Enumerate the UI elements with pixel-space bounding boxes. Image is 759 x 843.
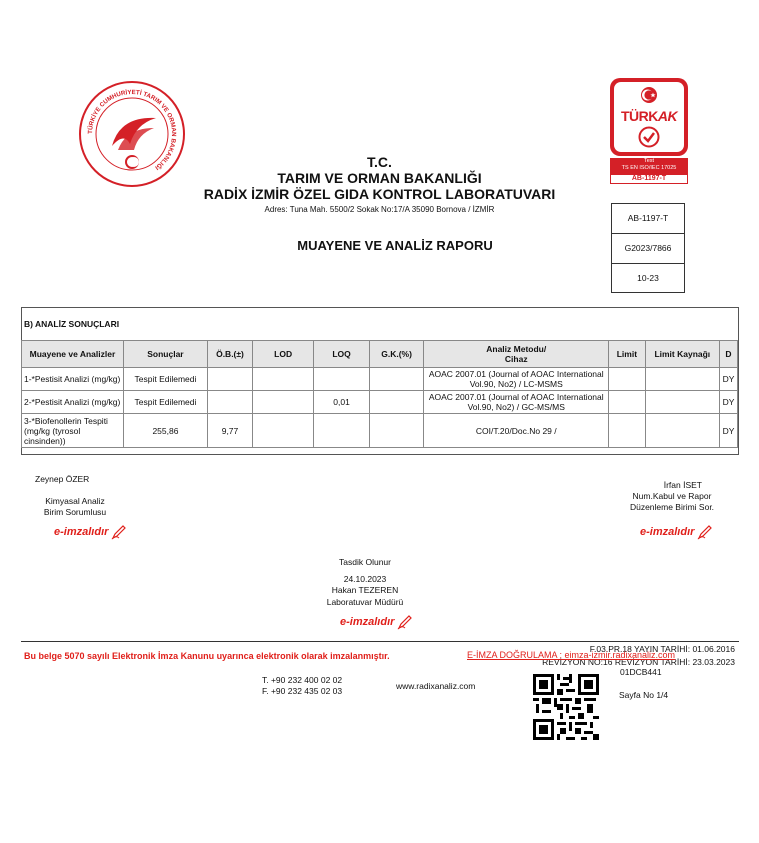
legal-notice: Bu belge 5070 sayılı Elektronik İmza Kanunu uyarınca elektronik olarak imzalanmıştır.: [24, 651, 390, 661]
footer-divider: [21, 641, 739, 642]
ref-report-number: G2023/7866: [612, 234, 684, 264]
header-line3: RADİX İZMİR ÖZEL GIDA KONTROL LABORATUVARI: [203, 186, 556, 202]
col-header-method-line1: Analiz Metodu/: [486, 344, 547, 354]
form-info-line1: F.03.PR.18 YAYIN TARİHİ: 01.06.2016: [589, 644, 735, 654]
contact-info: [262, 675, 342, 697]
cell-ob: 9,77: [208, 414, 253, 448]
esig-right-label: e-imzalıdır: [640, 525, 695, 538]
cell-result: Tespit Edilemedi: [123, 368, 207, 391]
header-line2: TARIM VE ORMAN BAKANLIĞI: [277, 170, 482, 186]
signatory-left-title1: Kimyasal Analiz: [45, 496, 105, 506]
cell-loq: [314, 414, 370, 448]
col-header-lod: LOD: [252, 341, 313, 368]
seal-text: TÜRKİYE CUMHURİYETİ TARIM VE ORMAN BAKANLIĞI: [86, 88, 178, 172]
esig-right: [640, 524, 713, 540]
cell-lod: [252, 391, 313, 414]
cell-limit-source: [645, 414, 719, 448]
signatory-right: [612, 480, 732, 513]
esig-verify-link[interactable]: E-İMZA DOĞRULAMA : eimza-izmir.radixanaliz.com: [467, 650, 676, 660]
cell-method: AOAC 2007.01 (Journal of AOAC International Vol.90, No2) / LC-MSMS: [424, 368, 609, 391]
qr-code: [533, 674, 599, 740]
signatory-left: [20, 474, 130, 518]
crescent-star-icon: [637, 86, 661, 104]
results-table: [21, 340, 738, 448]
cell-lod: [252, 368, 313, 391]
pen-icon: [397, 614, 413, 630]
table-row: [22, 414, 738, 448]
cell-method: COI/T.20/Doc.No 29 /: [424, 414, 609, 448]
cell-ob: [208, 368, 253, 391]
col-header-d: D: [719, 341, 737, 368]
cell-loq: 0,01: [314, 391, 370, 414]
col-header-gk: G.K.(%): [369, 341, 424, 368]
signatory-center: [305, 557, 425, 608]
cell-gk: [369, 414, 424, 448]
table-header-row: [22, 341, 738, 368]
cell-limit: [609, 368, 645, 391]
col-header-limit-source: Limit Kaynağı: [645, 341, 719, 368]
col-header-method: [424, 341, 609, 368]
esig-center: [340, 614, 413, 630]
cell-analysis: 1-*Pestisit Analizi (mg/kg): [22, 368, 124, 391]
contact-phone: T. +90 232 400 02 02: [262, 675, 343, 685]
cell-result: Tespit Edilemedi: [123, 391, 207, 414]
cell-method: AOAC 2007.01 (Journal of AOAC International Vol.90, No2) / GC-MS/MS: [424, 391, 609, 414]
signatory-center-date: 24.10.2023: [343, 573, 387, 584]
cell-ob: [208, 391, 253, 414]
signatory-center-approved: Tasdik Olunur: [339, 557, 391, 567]
cell-result: 255,86: [123, 414, 207, 448]
signatory-left-name: Zeynep ÖZER: [35, 474, 90, 484]
signatory-center-name: Hakan TEZEREN: [331, 585, 399, 595]
page-number: Sayfa No 1/4: [619, 690, 669, 700]
ref-accreditation: AB-1197-T: [612, 204, 684, 234]
doc-code: 01DCB441: [620, 667, 662, 677]
col-header-limit: Limit: [609, 341, 645, 368]
cell-d: DY: [719, 391, 737, 414]
cell-limit: [609, 414, 645, 448]
cell-gk: [369, 368, 424, 391]
section-title: B) ANALİZ SONUÇLARI: [24, 319, 120, 329]
turkak-code: AB-1197-T: [610, 174, 688, 184]
turkak-line1: Test: [643, 158, 655, 164]
esig-left-label: e-imzalıdır: [54, 525, 109, 538]
signatory-right-title2: Düzenleme Birimi Sor.: [629, 502, 715, 512]
cell-limit-source: [645, 368, 719, 391]
report-title: MUAYENE VE ANALİZ RAPORU: [297, 238, 493, 253]
cell-lod: [252, 414, 313, 448]
cell-d: DY: [719, 368, 737, 391]
cell-d: DY: [719, 414, 737, 448]
reference-box: [611, 203, 685, 293]
pen-icon: [697, 524, 713, 540]
signatory-right-name: İrfan İSET: [663, 480, 702, 490]
signatory-left-title2: Birim Sorumlusu: [43, 507, 107, 517]
col-header-analyses: Muayene ve Analizler: [22, 341, 124, 368]
table-row: [22, 391, 738, 414]
esig-center-label: e-imzalıdır: [340, 615, 395, 628]
signatory-right-title1: Num.Kabul ve Rapor: [632, 491, 712, 501]
turkak-line2: TS EN ISO/IEC 17025: [621, 165, 677, 171]
col-header-results: Sonuçlar: [123, 341, 207, 368]
turkak-brand-right: AK: [657, 108, 678, 124]
cell-limit-source: [645, 391, 719, 414]
cell-limit: [609, 391, 645, 414]
cell-gk: [369, 391, 424, 414]
form-info-line2: REVİZYON NO:16 REVİZYON TARİHİ: 23.03.2023: [542, 657, 735, 667]
cell-analysis: 3-*Biofenollerin Tespiti (mg/kg (tyrosol cinsinden)): [22, 414, 124, 448]
col-header-method-line2: Cihaz: [504, 354, 528, 364]
turkak-brand-left: TÜRK: [620, 108, 658, 124]
col-header-ob: Ö.B.(±): [208, 341, 253, 368]
check-icon: [638, 126, 660, 148]
esig-left: [54, 524, 127, 540]
cell-loq: [314, 368, 370, 391]
cell-analysis: 2-*Pestisit Analizi (mg/kg): [22, 391, 124, 414]
header-address: Adres: Tuna Mah. 5500/2 Sokak No:17/A 35090 Bornova / İZMİR: [264, 205, 495, 214]
signatory-center-title: Laboratuvar Müdürü: [326, 596, 404, 607]
contact-fax: F. +90 232 435 02 03: [262, 686, 343, 696]
col-header-loq: LOQ: [314, 341, 370, 368]
table-row: [22, 368, 738, 391]
header-line1: T.C.: [367, 154, 392, 170]
website-link[interactable]: www.radixanaliz.com: [396, 681, 476, 691]
pen-icon: [111, 524, 127, 540]
ref-code: 10-23: [637, 273, 659, 283]
